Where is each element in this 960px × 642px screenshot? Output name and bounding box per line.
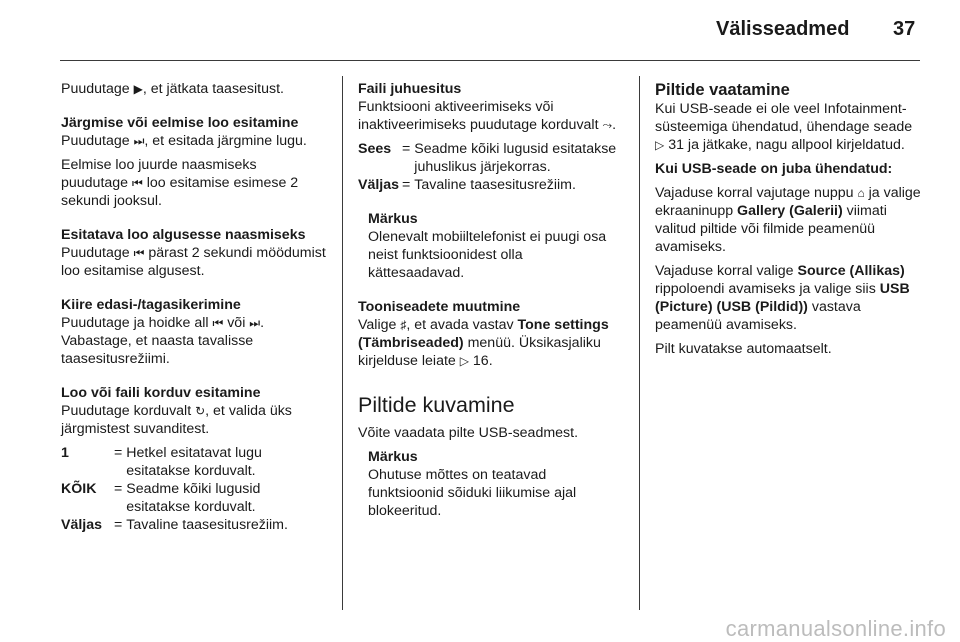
- paragraph: Vajaduse korral vajutage nuppu ⌂ ja valige ekraaninupp Gallery (Galerii) viimati valitud piltide või filmide peamenüü avamiseks.: [655, 185, 921, 255]
- repeat-icon: ↻: [195, 404, 206, 418]
- paragraph: Puudutage korduvalt ↻, et valida üks järgmistest suvanditest.: [61, 403, 292, 437]
- note-title: Märkus: [368, 211, 418, 227]
- section-heading: Tooniseadete muutmine: [358, 299, 521, 315]
- option-row: Sees = Seadme kõiki lugusid esitatakse juhuslikus järjekorras.: [358, 141, 617, 175]
- paragraph: Puudutage ⏮ pärast 2 sekundi möödumist loo esitamise algusest.: [61, 245, 326, 279]
- section-heading: Piltide vaatamine: [655, 81, 790, 99]
- next-track-icon: ⏭: [133, 134, 145, 148]
- column-right: [655, 80, 925, 358]
- option-list: [61, 444, 327, 534]
- watermark-band: [0, 612, 960, 642]
- paragraph: Kui USB-seade ei ole veel Infotainment-süsteemiga ühendatud, ühendage seade ▷ 31 ja jätkake, nagu allpool kirjeldatud.: [655, 101, 913, 153]
- note-text: Ohutuse mõttes on teatavad funktsioonid sõiduki liikumise ajal blokeeritud.: [368, 467, 577, 519]
- column-left: [61, 80, 327, 534]
- home-icon: ⌂: [857, 186, 865, 200]
- column-divider-2: [639, 76, 640, 610]
- play-icon: ▶: [133, 82, 143, 96]
- page-reference-icon: ▷: [459, 354, 469, 368]
- note-text: Olenevalt mobiiltelefonist ei puugi osa neist funktsioonidest olla kättesaadavad.: [368, 229, 607, 281]
- section-heading: Faili juhuesitus: [358, 81, 462, 97]
- page-number: 37: [893, 18, 916, 40]
- note-title: Märkus: [368, 449, 418, 465]
- section-title: Välisseadmed: [716, 18, 850, 40]
- section-heading: Esitatava loo algusesse naasmiseks: [61, 227, 306, 243]
- paragraph: Vajaduse korral valige Source (Allikas) rippoloendi avamiseks ja valige siis USB (Picture) (USB (Pildid)) vastava peamenüü avamiseks.: [655, 263, 910, 333]
- note-box: [358, 210, 620, 282]
- option-row: Väljas = Tavaline taasesitusrežiim.: [358, 177, 576, 193]
- option-row: 1 = Hetkel esitatavat lugu esitatakse korduvalt.: [61, 445, 262, 479]
- paragraph: Valige ♯, et avada vastav Tone settings (Tämbriseaded) menüü. Üksikasjaliku kirjelduse leiate ▷ 16.: [358, 317, 609, 369]
- paragraph: Vabastage, et naasta tavalisse taasesitusrežiimi.: [61, 333, 254, 367]
- next-track-icon: ⏭: [249, 316, 261, 330]
- subheading: Kui USB-seade on juba ühendatud:: [655, 161, 893, 177]
- paragraph: Võite vaadata pilte USB-seadmest.: [358, 425, 579, 441]
- previous-track-icon: ⏮: [133, 246, 145, 260]
- column-divider-1: [342, 76, 343, 610]
- watermark-text: carmanualsonline.info: [725, 616, 946, 641]
- paragraph: Pilt kuvatakse automaatselt.: [655, 341, 832, 357]
- intro-paragraph: Puudutage ▶, et jätkata taasesitust.: [61, 81, 284, 97]
- paragraph: Eelmise loo juurde naasmiseks puudutage ⏮ loo esitamise esimese 2 sekundi jooksul.: [61, 157, 299, 209]
- shuffle-icon: ⤳: [602, 118, 613, 132]
- option-row: KÕIK = Seadme kõiki lugusid esitatakse korduvalt.: [61, 481, 261, 515]
- section-heading: Loo või faili korduv esitamine: [61, 385, 261, 401]
- column-middle: [358, 80, 620, 520]
- paragraph: Puudutage ⏭, et esitada järgmine lugu.: [61, 133, 307, 149]
- tone-settings-icon: ♯: [400, 318, 407, 332]
- paragraph: Puudutage ja hoidke all ⏮ või ⏭.: [61, 315, 265, 331]
- header-rule: [60, 60, 920, 61]
- chapter-heading: Piltide kuvamine: [358, 393, 515, 417]
- paragraph: Funktsiooni aktiveerimiseks või inaktiveerimiseks puudutage korduvalt ⤳.: [358, 99, 617, 133]
- option-list: [358, 140, 620, 194]
- page-reference-icon: ▷: [655, 138, 665, 152]
- note-box: [358, 448, 620, 520]
- previous-track-icon: ⏮: [212, 316, 224, 330]
- previous-track-icon: ⏮: [132, 176, 143, 190]
- option-row: Väljas = Tavaline taasesitusrežiim.: [61, 517, 288, 533]
- section-heading: Kiire edasi-/tagasikerimine: [61, 297, 241, 313]
- section-heading: Järgmise või eelmise loo esitamine: [61, 115, 299, 131]
